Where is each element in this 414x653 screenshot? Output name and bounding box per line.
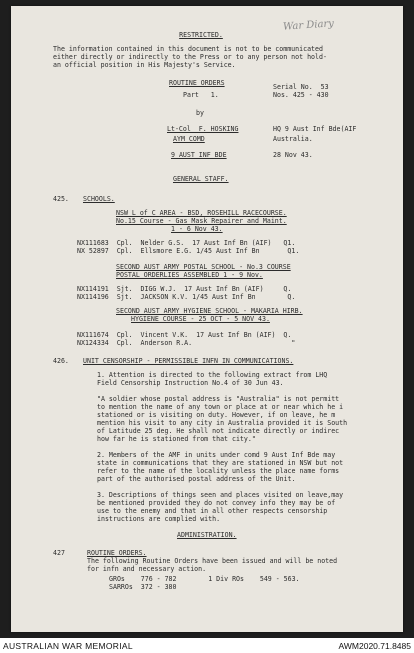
section-heading: ADMINISTRATION. xyxy=(177,531,237,539)
order-text: GROs 776 - 782 1 Div ROs 549 - 563. xyxy=(109,575,300,583)
order-number: 426. xyxy=(53,357,69,365)
order-title: SCHOOLS. xyxy=(83,195,115,203)
officer: Lt-Col F. HOSKING xyxy=(167,125,239,133)
course-heading: HYGIENE COURSE - 25 OCT - 5 NOV 43. xyxy=(131,315,270,323)
order-text: how far he is stationed from that city." xyxy=(97,435,256,443)
course-heading: SECOND AUST ARMY POSTAL SCHOOL - No.3 COURSE xyxy=(116,263,291,271)
order-text: The following Routine Orders have been issued and will be noted xyxy=(87,557,338,565)
course-heading: POSTAL ORDERLIES ASSEMBLED 1 - 9 Nov. xyxy=(116,271,263,279)
appointment: AYM COMD xyxy=(173,135,205,143)
order-text: state in communications that they are stationed in NSW but not xyxy=(97,459,344,467)
order-number: 427 xyxy=(53,549,65,557)
footer xyxy=(0,638,414,653)
order-title: ROUTINE ORDERS. xyxy=(87,549,147,557)
notice-line: The information contained in this document is not to be communicated xyxy=(53,45,323,53)
catalogue-number: AWM2020.71.8485 xyxy=(338,641,411,651)
location: Australia. xyxy=(273,135,313,143)
personnel-row: NX114196 Sjt. JACKSON K.V. 1/45 Aust Inf Bn Q. xyxy=(77,293,296,301)
course-heading: SECOND AUST ARMY HYGIENE SCHOOL - MAKARIA HIRB. xyxy=(116,307,303,315)
order-title: UNIT CENSORSHIP - PERMISSIBLE INFN IN COMMUNICATIONS. xyxy=(83,357,294,365)
course-heading: NSW L of C AREA - BSD, ROSEHILL RACECOURSE. xyxy=(116,209,287,217)
personnel-row: NX111683 Cpl. Nelder G.S. 17 Aust Inf Bn (AIF) Q1. xyxy=(77,239,296,247)
section-heading: GENERAL STAFF. xyxy=(173,175,229,183)
unit: 9 AUST INF BDE xyxy=(171,151,227,159)
order-text: mention his visit to any city in Australia provided it is South xyxy=(97,419,348,427)
order-text: stationed or is visiting on duty. However, if on leave, he m xyxy=(97,411,336,419)
order-text: SARROs 372 - 380 xyxy=(109,583,177,591)
order-text: for infn and necessary action. xyxy=(87,565,207,573)
order-text: 3. Descriptions of things seen and places visited on leave,may xyxy=(97,491,344,499)
order-text: use to the enemy and that in all other respects censorship xyxy=(97,507,328,515)
handwritten-note: War Diary xyxy=(282,18,335,33)
course-dates: 1 - 6 Nov 43. xyxy=(171,225,223,233)
personnel-row: NX124334 Cpl. Anderson R.A. " xyxy=(77,339,296,347)
personnel-row: NX111674 Cpl. Vincent V.K. 17 Aust Inf Bn (AIF) Q. xyxy=(77,331,292,339)
order-text: refer to the name of the locality unless the place name forms xyxy=(97,467,340,475)
personnel-row: NX 52897 Cpl. Ellsmore E.G. 1/45 Aust Inf Bn Q1. xyxy=(77,247,300,255)
order-text: part of the authorised postal address of the Unit. xyxy=(97,475,296,483)
document-page xyxy=(11,6,403,632)
order-text: to mention the name of any town or place at or near which he i xyxy=(97,403,344,411)
classification: RESTRICTED. xyxy=(179,31,223,39)
order-number: 425. xyxy=(53,195,69,203)
part: Part 1. xyxy=(183,91,219,99)
institution-name: AUSTRALIAN WAR MEMORIAL xyxy=(3,641,133,651)
order-text: instructions are complied with. xyxy=(97,515,221,523)
headquarters: HQ 9 Aust Inf Bde(AIF xyxy=(273,125,357,133)
notice-line: either directly or indirectly to the Press or to any person not hold- xyxy=(53,53,327,61)
order-text: of Latitude 25 deg. He shall not indicate directly or indirec xyxy=(97,427,340,435)
order-text: 1. Attention is directed to the following extract from LHQ xyxy=(97,371,328,379)
order-text: be mentioned provided they do not convey info they may be of xyxy=(97,499,336,507)
by-line: by xyxy=(196,109,204,117)
document-title: ROUTINE ORDERS xyxy=(169,79,225,87)
order-text: 2. Members of the AMF in units under comd 9 Aust Inf Bde may xyxy=(97,451,336,459)
order-text: "A soldier whose postal address is "Australia" is not permitt xyxy=(97,395,340,403)
serial-number: Serial No. 53 xyxy=(273,83,329,91)
course-heading: No.15 Course - Gas Mask Repairer and Maint. xyxy=(116,217,287,225)
order-numbers: Nos. 425 - 430 xyxy=(273,91,329,99)
date: 28 Nov 43. xyxy=(273,151,313,159)
personnel-row: NX114191 Sjt. DIGG W.J. 17 Aust Inf Bn (AIF) Q. xyxy=(77,285,292,293)
notice-line: an official position in His Majesty's Service. xyxy=(53,61,236,69)
order-text: Field Censorship Instruction No.4 of 30 Jun 43. xyxy=(97,379,284,387)
